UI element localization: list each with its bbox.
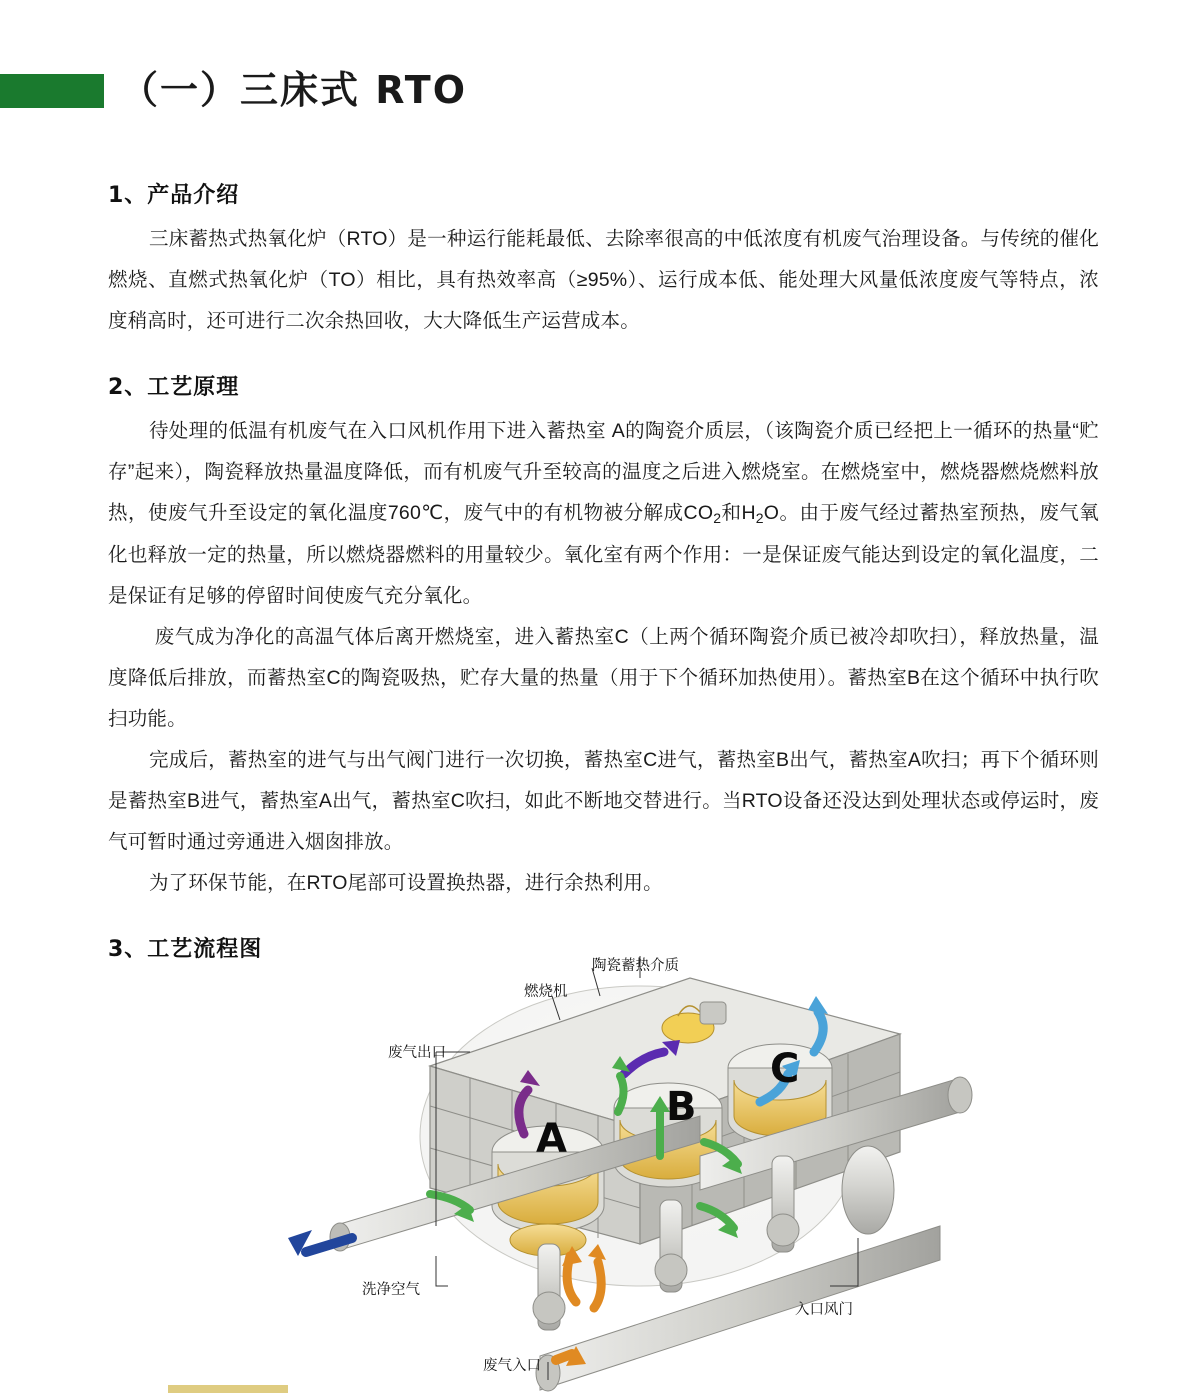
section-product-intro (0, 178, 1197, 342)
paragraph: 三床蓄热式热氧化炉（RTO）是一种运行能耗最低、去除率很高的中低浓度有机废气治理设备。与传统的催化燃烧、直燃式热氧化炉（TO）相比，具有热效率高（≥95%）、运行成本低、能处理大风量低浓度废气等特点，浓度稍高时，还可进行二次余热回收，大大降低生产运营成本。 (108, 228, 1099, 332)
label-burner: 燃烧机 (524, 984, 568, 1000)
paragraph: 废气成为净化的高温气体后离开燃烧室，进入蓄热室C（上两个循环陶瓷介质已被冷却吹扫），释放热量，温度降低后排放，而蓄热室C的陶瓷吸热，贮存大量的热量（用于下个循环加热使用）。蓄热室B在这个循环中执行吹扫功能。 (108, 626, 1099, 730)
inlet-damper-body (842, 1146, 894, 1234)
paragraph: 为了环保节能，在RTO尾部可设置换热器，进行余热利用。 (148, 872, 663, 894)
label-clean-air: 洗净空气 (362, 1282, 420, 1298)
footer-accent (168, 1385, 288, 1393)
label-exhaust-outlet: 废气出口 (388, 1045, 446, 1061)
section-process-principle (0, 370, 1197, 904)
page-header (0, 62, 1197, 120)
section-heading: 2、工艺原理 (108, 375, 240, 400)
bed-letter-c: C (770, 1046, 800, 1092)
label-ceramic-media: 陶瓷蓄热介质 (592, 958, 679, 974)
paragraph: 完成后，蓄热室的进气与出气阀门进行一次切换，蓄热室C进气，蓄热室B出气，蓄热室A吹扫；再下个循环则是蓄热室B进气，蓄热室A出气，蓄热室C吹扫，如此不断地交替进行。当RTO设备还没达到处理状态或停运时，废气可暂时通过旁通进入烟囱排放。 (108, 749, 1099, 853)
page-title: （一）三床式 RTO (120, 68, 468, 112)
document-body (0, 150, 1197, 973)
rto-diagram-svg (0, 956, 1197, 1396)
section-heading: 3、工艺流程图 (108, 937, 263, 962)
bed-letter-b: B (666, 1084, 697, 1130)
label-inlet-damper: 入口风门 (795, 1302, 853, 1318)
section-heading: 1、产品介绍 (108, 183, 240, 208)
label-waste-gas-inlet: 废气入口 (483, 1358, 541, 1374)
header-accent-bar (0, 74, 104, 108)
rto-process-diagram (0, 956, 1197, 1396)
bed-letter-a: A (536, 1116, 567, 1162)
paragraph: 待处理的低温有机废气在入口风机作用下进入蓄热室 A的陶瓷介质层，（该陶瓷介质已经把上一循环的热量“贮存”起来），陶瓷释放热量温度降低，而有机废气升至较高的温度之后进入燃烧室。在燃烧室中，燃烧器燃烧燃料放热，使废气升至设定的氧化温度760℃，废气中的有机物被分解成$CO_2$和$H_2O$。由于废气经过蓄热室预热，废气氧化也释放一定的热量，所以燃烧器燃料的用量较少。氧化室有两个作用：一是保证废气能达到设定的氧化温度，二是保证有足够的停留时间使废气充分氧化。 (108, 420, 1099, 607)
